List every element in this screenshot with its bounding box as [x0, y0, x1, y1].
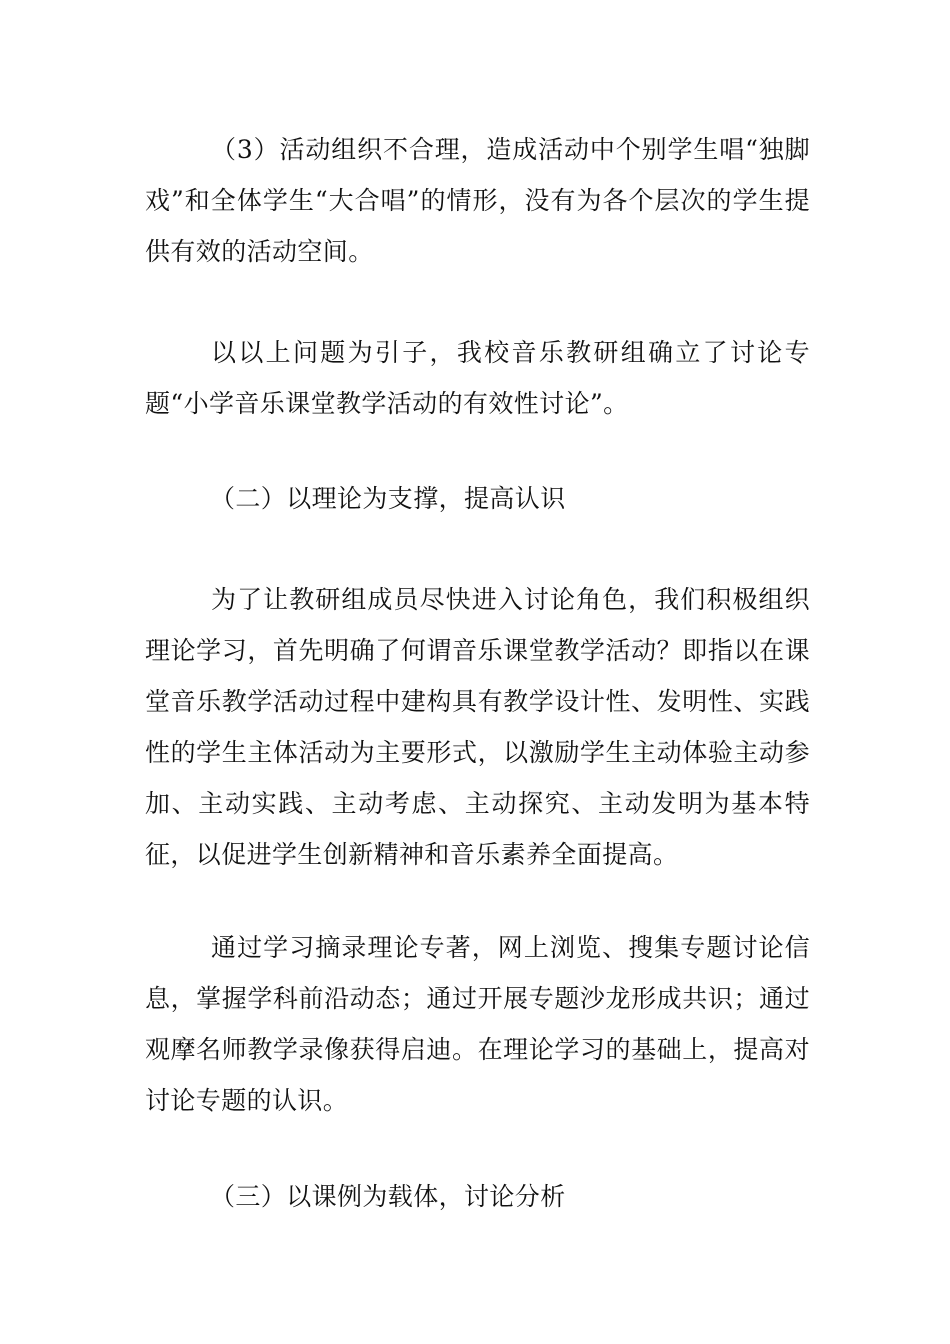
paragraph-theory-study: 为了让教研组成员尽快进入讨论角色，我们积极组织理论学习，首先明确了何谓音乐课堂教学活动？即指以在课堂音乐教学活动过程中建构具有教学设计性、发明性、实践性的学生主体活动为主要形式，以激励学生主动体验主动参加、主动实践、主动考虑、主动探究、主动发明为基本特征，以促进学生创新精神和音乐素养全面提高。 [145, 585, 810, 869]
section-heading-theory: （二）以理论为支撑，提高认识 [210, 484, 566, 513]
paragraph-activity-organization: （3）活动组织不合理，造成活动中个别学生唱“独脚戏”和全体学生“大合唱”的情形，没有为各个层次的学生提供有效的活动空间。 [145, 135, 810, 266]
paragraph-learning-methods: 通过学习摘录理论专著，网上浏览、搜集专题讨论信息，掌握学科前沿动态；通过开展专题沙龙形成共识；通过观摩名师教学录像获得启迪。在理论学习的基础上，提高对讨论专题的认识。 [145, 933, 810, 1115]
section-heading-case-study: （三）以课例为载体，讨论分析 [210, 1182, 566, 1211]
paragraph-research-topic: 以以上问题为引子，我校音乐教研组确立了讨论专题“小学音乐课堂教学活动的有效性讨论”。 [145, 338, 810, 418]
